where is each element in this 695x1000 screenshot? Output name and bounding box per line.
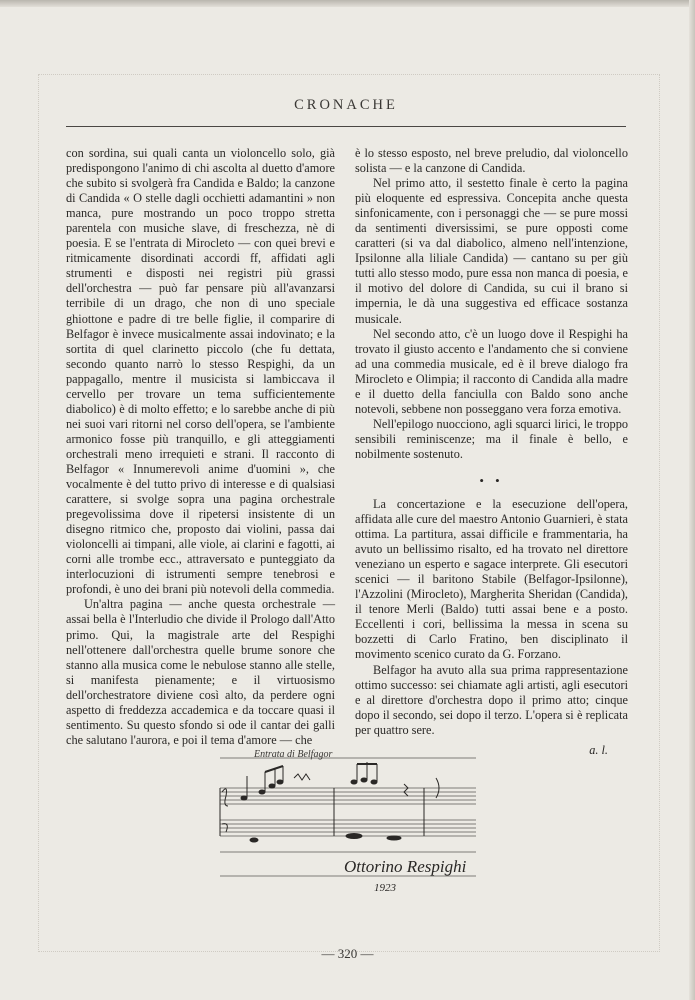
left-paragraph-2: Un'altra pagina — anche questa orchestrale — assai bella è l'Interludio che divide il Prologo dall'Atto primo. Qui, la magistrale arte del Respighi nell'ottenere dall'orchestra quelle brume sonore che stanno alla musica come le nebulose stanno alle stelle, si manifesta pienamente; e il virtuosismo dell'orchestratore diviene così alto, da perdere ogni aspetto di freddezza accademica e da toccare quasi il sentimento. Su questo sfondo si ode il cantar dei galli che salutano l'aurora, e poi il tema d'amore — che	[66, 597, 335, 747]
page-number: — 320 —	[321, 946, 374, 961]
right-paragraph-1: è lo stesso esposto, nel breve preludio, dal violoncello solista — e la canzone di Candida.	[355, 146, 628, 176]
running-header: CRONACHE	[294, 97, 398, 113]
music-manuscript-figure	[214, 748, 482, 896]
right-paragraph-4: Nell'epilogo nuocciono, agli squarci lirici, le troppo sensibili reminiscenze; ma il finale è bello, e nobilmente sostenuto.	[355, 416, 628, 461]
left-column	[66, 146, 335, 748]
right-paragraph-5: La concertazione e la esecuzione dell'opera, affidata alle cure del maestro Antonio Guarnieri, è stata ottima. La partitura, assai difficile e frammentaria, ha avuto un bellissimo risalto, ed ha trovato nel direttore veneziano un esperto e sagace interprete. Gli esecutori scenici — il baritono Stabile (Belfagor-Ipsilonne), l'Azzolini (Mirocleto), Margherita Sheridan (Candida), il tenore Merli (Baldo) tutti assai bene e a posto. Eccellenti i cori, bellissima la messa in scena su bozzetti di Carlo Fratino, ben disciplinato il movimento scenico curato da G. Forzano.	[355, 496, 628, 662]
page-right-edge	[689, 0, 695, 1000]
right-paragraph-3: Nel secondo atto, c'è un luogo dove il Respighi ha trovato il giusto accento e l'andamento che si conviene ad una commedia musicale, ed è il breve dialogo fra Mirocleto e Olimpia; il racconto di Candida alla madre e il duetto della fanciulla con Baldo sono anche notevoli, sebbene non posseggano vera forza emotiva.	[355, 326, 628, 416]
author-initials: a. l.	[589, 742, 608, 757]
section-separator: • •	[479, 472, 504, 488]
left-paragraph-1: con sordina, sui quali canta un violoncello solo, già predispongono l'animo di chi ascolta al duetto d'amore che subito si svolgerà fra Candida e Baldo; la canzone di Candida « O stelle dagli occhietti adamantini » non manca, pure mostrando un poco troppo stretta parentela con musiche slave, di freschezza, nè di poesia. E se l'entrata di Mirocleto — con quei brevi e ritmicamente disordinati accordi ff, affidati agli strumenti e disposti nei registri più grassi dell'orchestra — può far pensare più all'avanzarsi terribile di un drago, che non di uno speciale ghiottone e padre di tre belle figlie, il comparire di Belfagor è invece musicalmente assai indovinato; e la sortita di quel clarinetto piccolo (che fu dettata, secondo quanto narrò lo stesso Respighi, da un pappagallo, mentre il musicista si lambiccava il cervello per trovare un tema sufficientemente diabolico) è di molto effetto; e lo sarebbe anche di più nei suoi vari ritorni nel corso dell'opera, se l'ambiente armonico fosse più tranquillo, e gli atteggiamenti orchestrali meno irrequieti e strani. Il racconto di Belfagor « Innumerevoli anime d'uomini », che vocalmente è del tutto privo di interesse e di qualsiasi carattere, si svolge sopra una pagina orchestrale pregevolissima dove il ripetersi insistente di un disegno ritmico che, proposto dai violini, passa dai violoncelli ai timpani, alle viole, ai clarini e fagotti, ai corni alle trombe ecc., attraversato e punteggiato da interlocuzioni di istrumenti sempre tenebrosi e profondi, è uno dei brani più notevoli della commedia.	[66, 146, 335, 597]
notation	[220, 762, 439, 842]
right-column	[355, 146, 628, 758]
music-inscription: Entrata di Belfagor	[254, 749, 333, 760]
right-paragraph-2: Nel primo atto, il sestetto finale è certo la pagina più eloquente ed espressiva. Concepita anche questa sinfonicamente, con i personaggi che — se pure mossi da sentimenti diversissimi, se pure opposti come caratteri (si va dal diabolico, almeno nell'intenzione, Ipsilonne alla liliale Candida) — cantano su per giù tutti allo stesso modo, pure essa non manca di poesia, e il motivo del dolore di Candida, su cui il brano si impernia, le dà una suggestiva ed efficace sostanza musicale.	[355, 176, 628, 326]
header-rule	[66, 126, 626, 127]
right-paragraph-6: Belfagor ha avuto alla sua prima rappresentazione ottimo successo: sei chiamate agli artisti, agli esecutori e al direttore d'orchestra dopo il primo atto; cinque dopo il secondo, sei dopo il terzo. L'opera si è replicata per quattro sere.	[355, 662, 628, 737]
page-top-edge	[0, 0, 695, 7]
composer-signature: Ottorino Respighi	[344, 857, 467, 876]
signature-year: 1923	[374, 882, 396, 894]
